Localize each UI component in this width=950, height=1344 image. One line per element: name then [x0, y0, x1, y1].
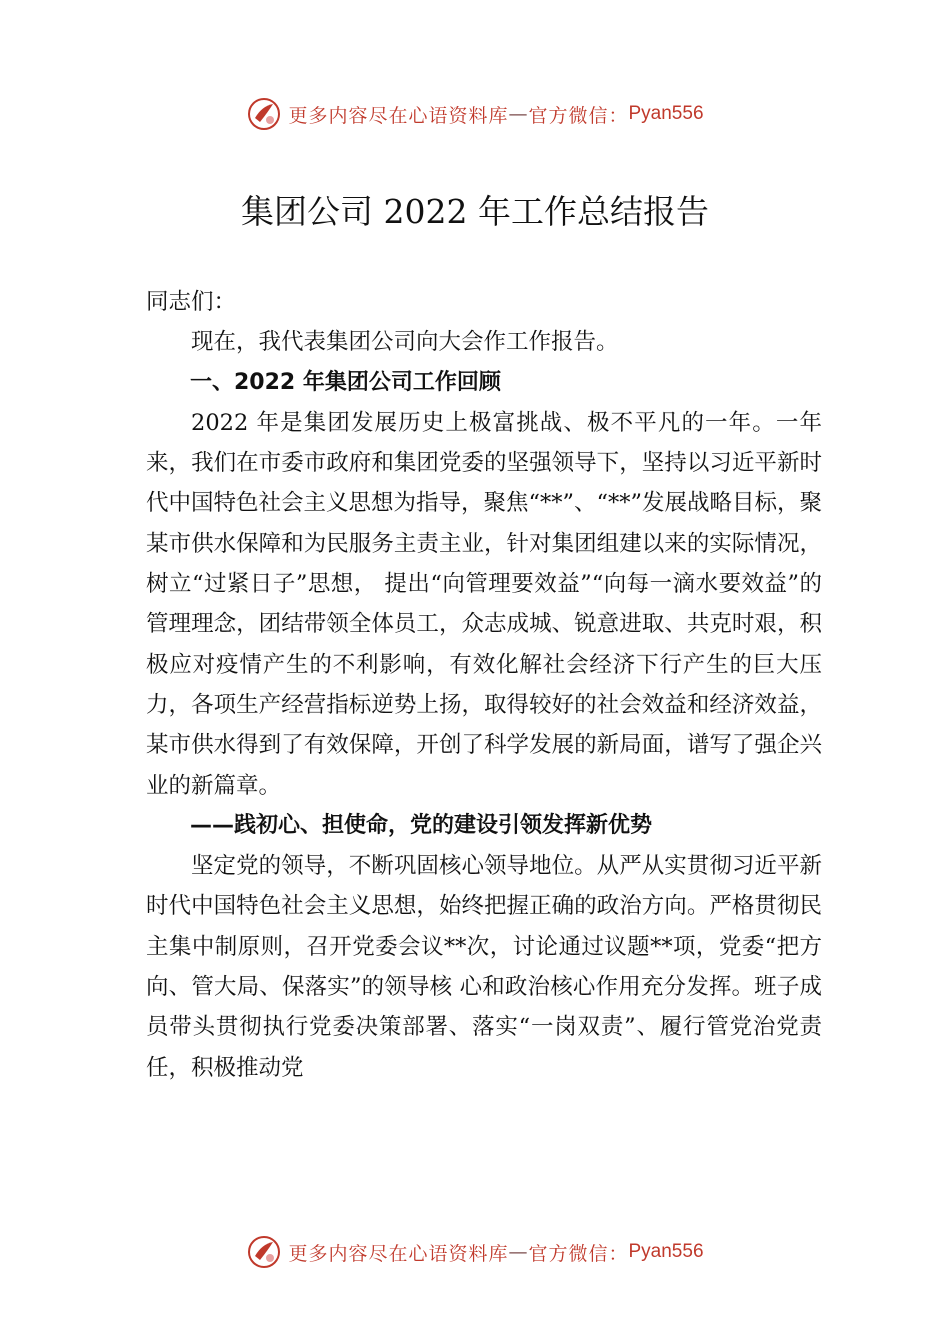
banner-dash: —	[508, 103, 529, 125]
banner-label: 官方微信：	[528, 1242, 629, 1265]
banner-dash: —	[508, 1241, 529, 1263]
banner-label: 官方微信：	[528, 104, 629, 127]
header-banner	[0, 94, 950, 134]
intro-paragraph: 现在，我代表集团公司向大会作工作报告。	[191, 329, 619, 356]
banner-wechat-handle: Pyan556	[628, 1241, 704, 1262]
footer-banner	[0, 1232, 950, 1272]
section-heading: 一、2022 年集团公司工作回顾	[190, 369, 501, 395]
sub-heading: ——践初心、担使命，党的建设引领发挥新优势	[190, 812, 653, 838]
body-paragraph: 坚定党的领导，不断巩固核心领导地位。从严从实贯彻习近平新时代中国特色社会主义思想，始终把握正确的政治方向。严格贯彻民主集中制原则，召开党委会议**次，讨论通过议题**项，党委“把方向、管大局、保落实”的领导核 心和政治核心作用充分发挥。班子成员带头贯彻执行党委决策部署、落实“一岗双责”、履行管党治党责任，积极推动党	[146, 853, 822, 1081]
brand-logo-icon	[246, 96, 282, 132]
greeting: 同志们：	[146, 289, 237, 315]
banner-slogan: 更多内容尽在心语资料库	[288, 1242, 509, 1265]
document-body	[146, 282, 822, 1088]
document-title: 集团公司 2022 年工作总结报告	[241, 192, 709, 231]
body-paragraph: 2022 年是集团发展历史上极富挑战、极不平凡的一年。一年来，我们在市委市政府和集团党委的坚强领导下，坚持以习近平新时代中国特色社会主义思想为指导，聚焦“**”、“**”发展战略目标，聚某市供水保障和为民服务主责主业，针对集团组建以来的实际情况，树立“过紧日子”思想， 提出“向管理要效益”“向每一滴水要效益”的管理理念，团结带领全体员工，众志成城、锐意进取、共克时艰，积极应对疫情产生的不利影响，有效化解社会经济下行产生的巨大压力，各项生产经营指标逆势上扬，取得较好的社会效益和经济效益，某市供水得到了有效保障，开创了科学发展的新局面，谱写了强企兴业的新篇章。	[146, 409, 823, 799]
brand-logo-icon	[246, 1234, 282, 1270]
banner-wechat-handle: Pyan556	[628, 103, 704, 124]
banner-slogan: 更多内容尽在心语资料库	[288, 104, 509, 127]
